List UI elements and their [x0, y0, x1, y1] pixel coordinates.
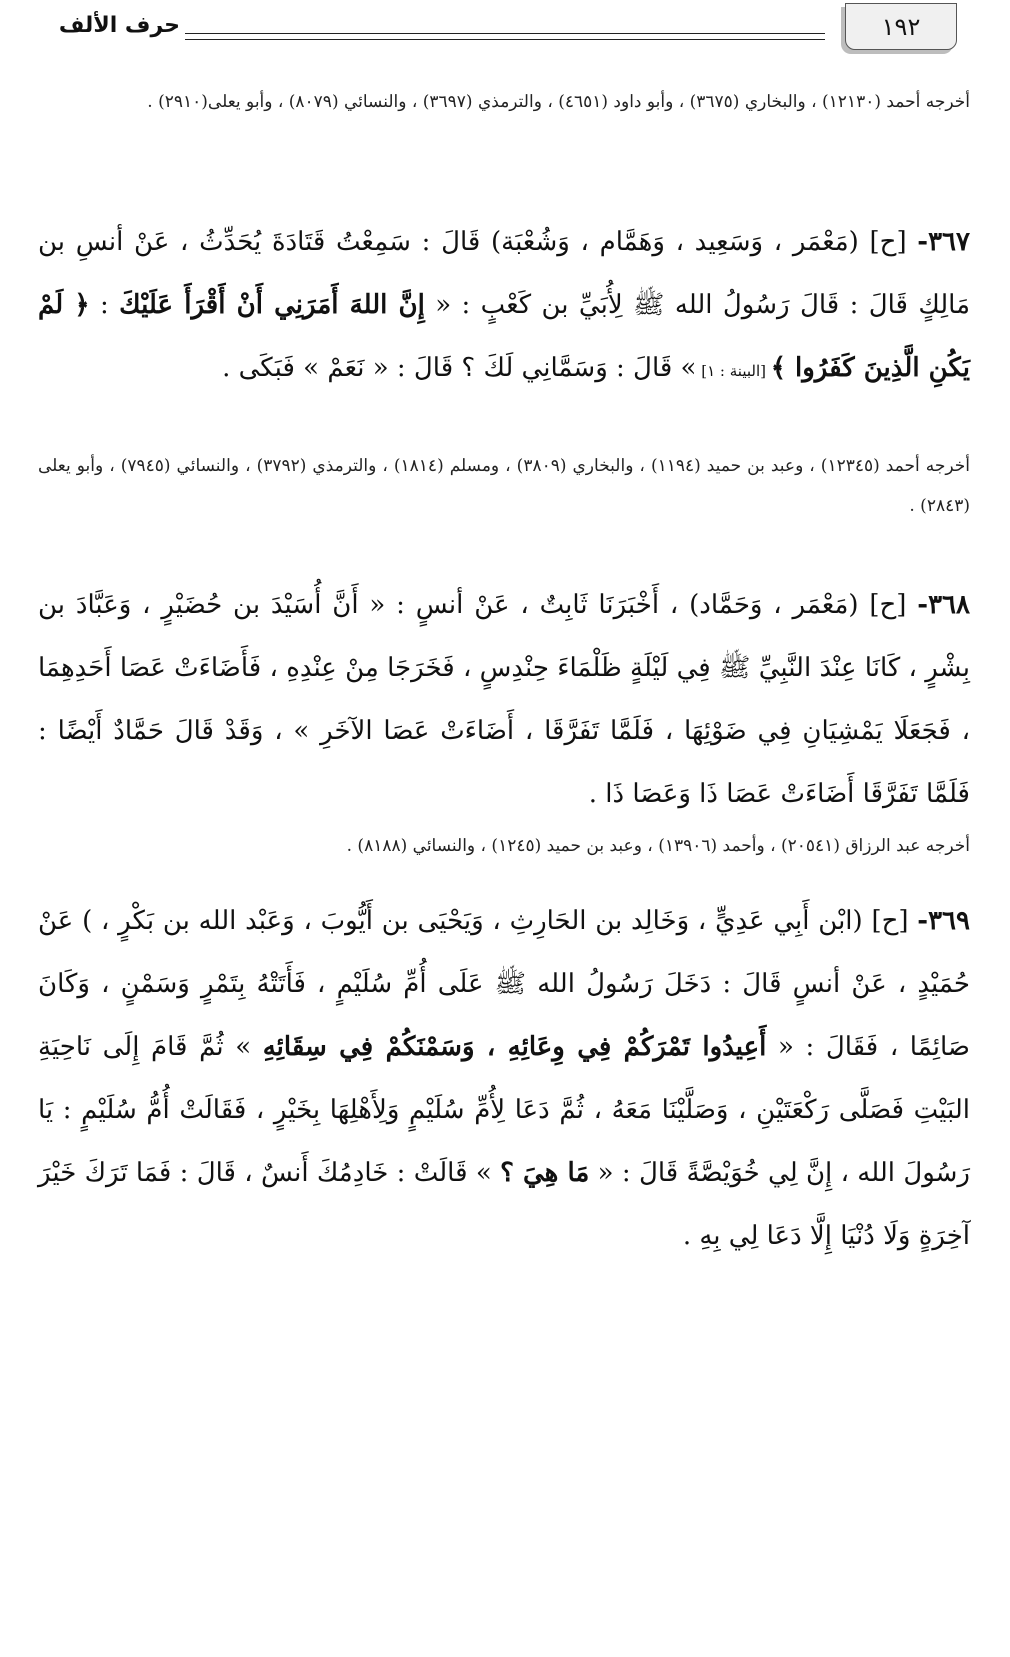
- prophetic-saying: أَعِيدُوا تَمْرَكُمْ فِي وِعَائِهِ ، وَسَمْنَكُمْ فِي سِقَائِهِ: [262, 1032, 767, 1062]
- footnote-366: أخرجه أحمد (١٢١٣٠) ، والبخاري (٣٦٧٥) ، وأبو داود (٤٦٥١) ، والترمذي (٣٦٩٧) ، والنسائي (٨٠٧٩) ، وأبو يعلى(٢٩١٠) .: [147, 92, 970, 112]
- prophetic-saying: إِنَّ اللهَ أَمَرَنِي أَنْ أَقْرَأَ عَلَيْكَ: [119, 290, 425, 320]
- hadith-number: ٣٦٩-: [917, 906, 970, 936]
- hadith-text: » قَالَ : وَسَمَّانِي لَكَ ؟ قَالَ : « نَعَمْ » فَبَكَى .: [222, 353, 697, 383]
- header-rule: [185, 39, 825, 40]
- running-title: حرف الألف: [58, 13, 180, 38]
- page-header: [0, 0, 1010, 60]
- footnote-367: أخرجه أحمد (١٢٣٤٥) ، وعبد بن حميد (١١٩٤) ، والبخاري (٣٨٠٩) ، ومسلم (١٨١٤) ، والترمذي (٣٧٩٢) ، والنسائي (٧٩٤٥) ، وأبو يعلى (٢٨٤٣) .: [38, 456, 971, 516]
- verse-reference: [البينة : ١]: [696, 362, 771, 380]
- hadith-text: » قَالَتْ : خَادِمُكَ أَنسٌ ، قَالَ : فَمَا تَرَكَ خَيْرَ آخِرَةٍ وَلَا دُنْيَا إِلَّا دَعَا لِي بِهِ .: [38, 1158, 970, 1251]
- hadith-text: [ح] (مَعْمَر ، وَحَمَّاد) ، أَخْبَرَنَا ثَابِتٌ ، عَنْ أنسٍ : « أَنَّ أُسَيْدَ بن حُضَيْرٍ ، وَعَبَّادَ بن بِشْرٍ ، كَانَا عِنْدَ النَّبِيِّ ﷺ فِي لَيْلَةٍ ظَلْمَاءَ حِنْدِسٍ ، فَخَرَجَا مِنْ عِنْدِهِ ، فَأَضَاءَتْ عَصَا أَحَدِهِمَا ، فَجَعَلَا يَمْشِيَانِ فِي ضَوْئِهَا ، فَلَمَّا تَفَرَّقَا ، أَضَاءَتْ عَصَا الآخَرِ » ، وَقَدْ قَالَ حَمَّادٌ أَيْضًا : فَلَمَّا تَفَرَّقَا أَضَاءَتْ عَصَا ذَا وَعَصَا ذَا .: [38, 590, 970, 809]
- prophetic-saying: مَا هِيَ ؟: [500, 1158, 590, 1188]
- hadith-367: [38, 211, 970, 403]
- hadith-text: :: [89, 290, 120, 320]
- hadith-text: [ح] (مَعْمَر ، وَسَعِيد ، وَهَمَّام ، وَشُعْبَة) قَالَ : سَمِعْتُ قَتَادَةَ يُحَدِّثُ ، عَنْ أنسِ بن مَالِكٍ قَالَ : قَالَ رَسُولُ الله ﷺ لِأُبَيِّ بن كَعْبٍ : «: [38, 227, 971, 320]
- footnote-368: أخرجه عبد الرزاق (٢٠٥٤١) ، وأحمد (١٣٩٠٦) ، وعبد بن حميد (١٢٤٥) ، والنسائي (٨١٨٨) .: [346, 836, 970, 856]
- quran-verse: ﴿ لَمْ يَكُنِ الَّذِينَ كَفَرُوا ﴾: [38, 290, 970, 383]
- hadith-text: [ح] (ابْن أَبِي عَدِيٍّ ، وَخَالِد بن الحَارِثِ ، وَيَحْيَى بن أَيُّوبَ ، وَعَبْد الله بن بَكْرٍ ، ) عَنْ حُمَيْدٍ ، عَنْ أنسٍ قَالَ : دَخَلَ رَسُولُ الله ﷺ عَلَى أُمِّ سُلَيْمٍ ، فَأَتَتْهُ بِتَمْرٍ وَسَمْنٍ ، وَكَانَ صَائِمًا ، فَقَالَ : «: [38, 906, 970, 1062]
- hadith-368: [38, 574, 970, 826]
- hadith-text: » ثُمَّ قَامَ إِلَى نَاحِيَةِ البَيْتِ فَصَلَّى رَكْعَتَيْنِ ، وَصَلَّيْنَا مَعَهُ ، ثُمَّ دَعَا لِأُمِّ سُلَيْمٍ وَلِأَهْلِهَا بِخَيْرٍ ، فَقَالَتْ أُمُّ سُلَيْمٍ : يَا رَسُولَ الله ، إِنَّ لِي خُوَيْصَّةً قَالَ : «: [38, 1032, 970, 1188]
- hadith-number: ٣٦٧-: [917, 227, 970, 257]
- header-rule: [185, 33, 825, 34]
- hadith-number: ٣٦٨-: [917, 590, 970, 620]
- page-number: ١٩٢: [845, 3, 957, 50]
- hadith-369: [38, 890, 970, 1268]
